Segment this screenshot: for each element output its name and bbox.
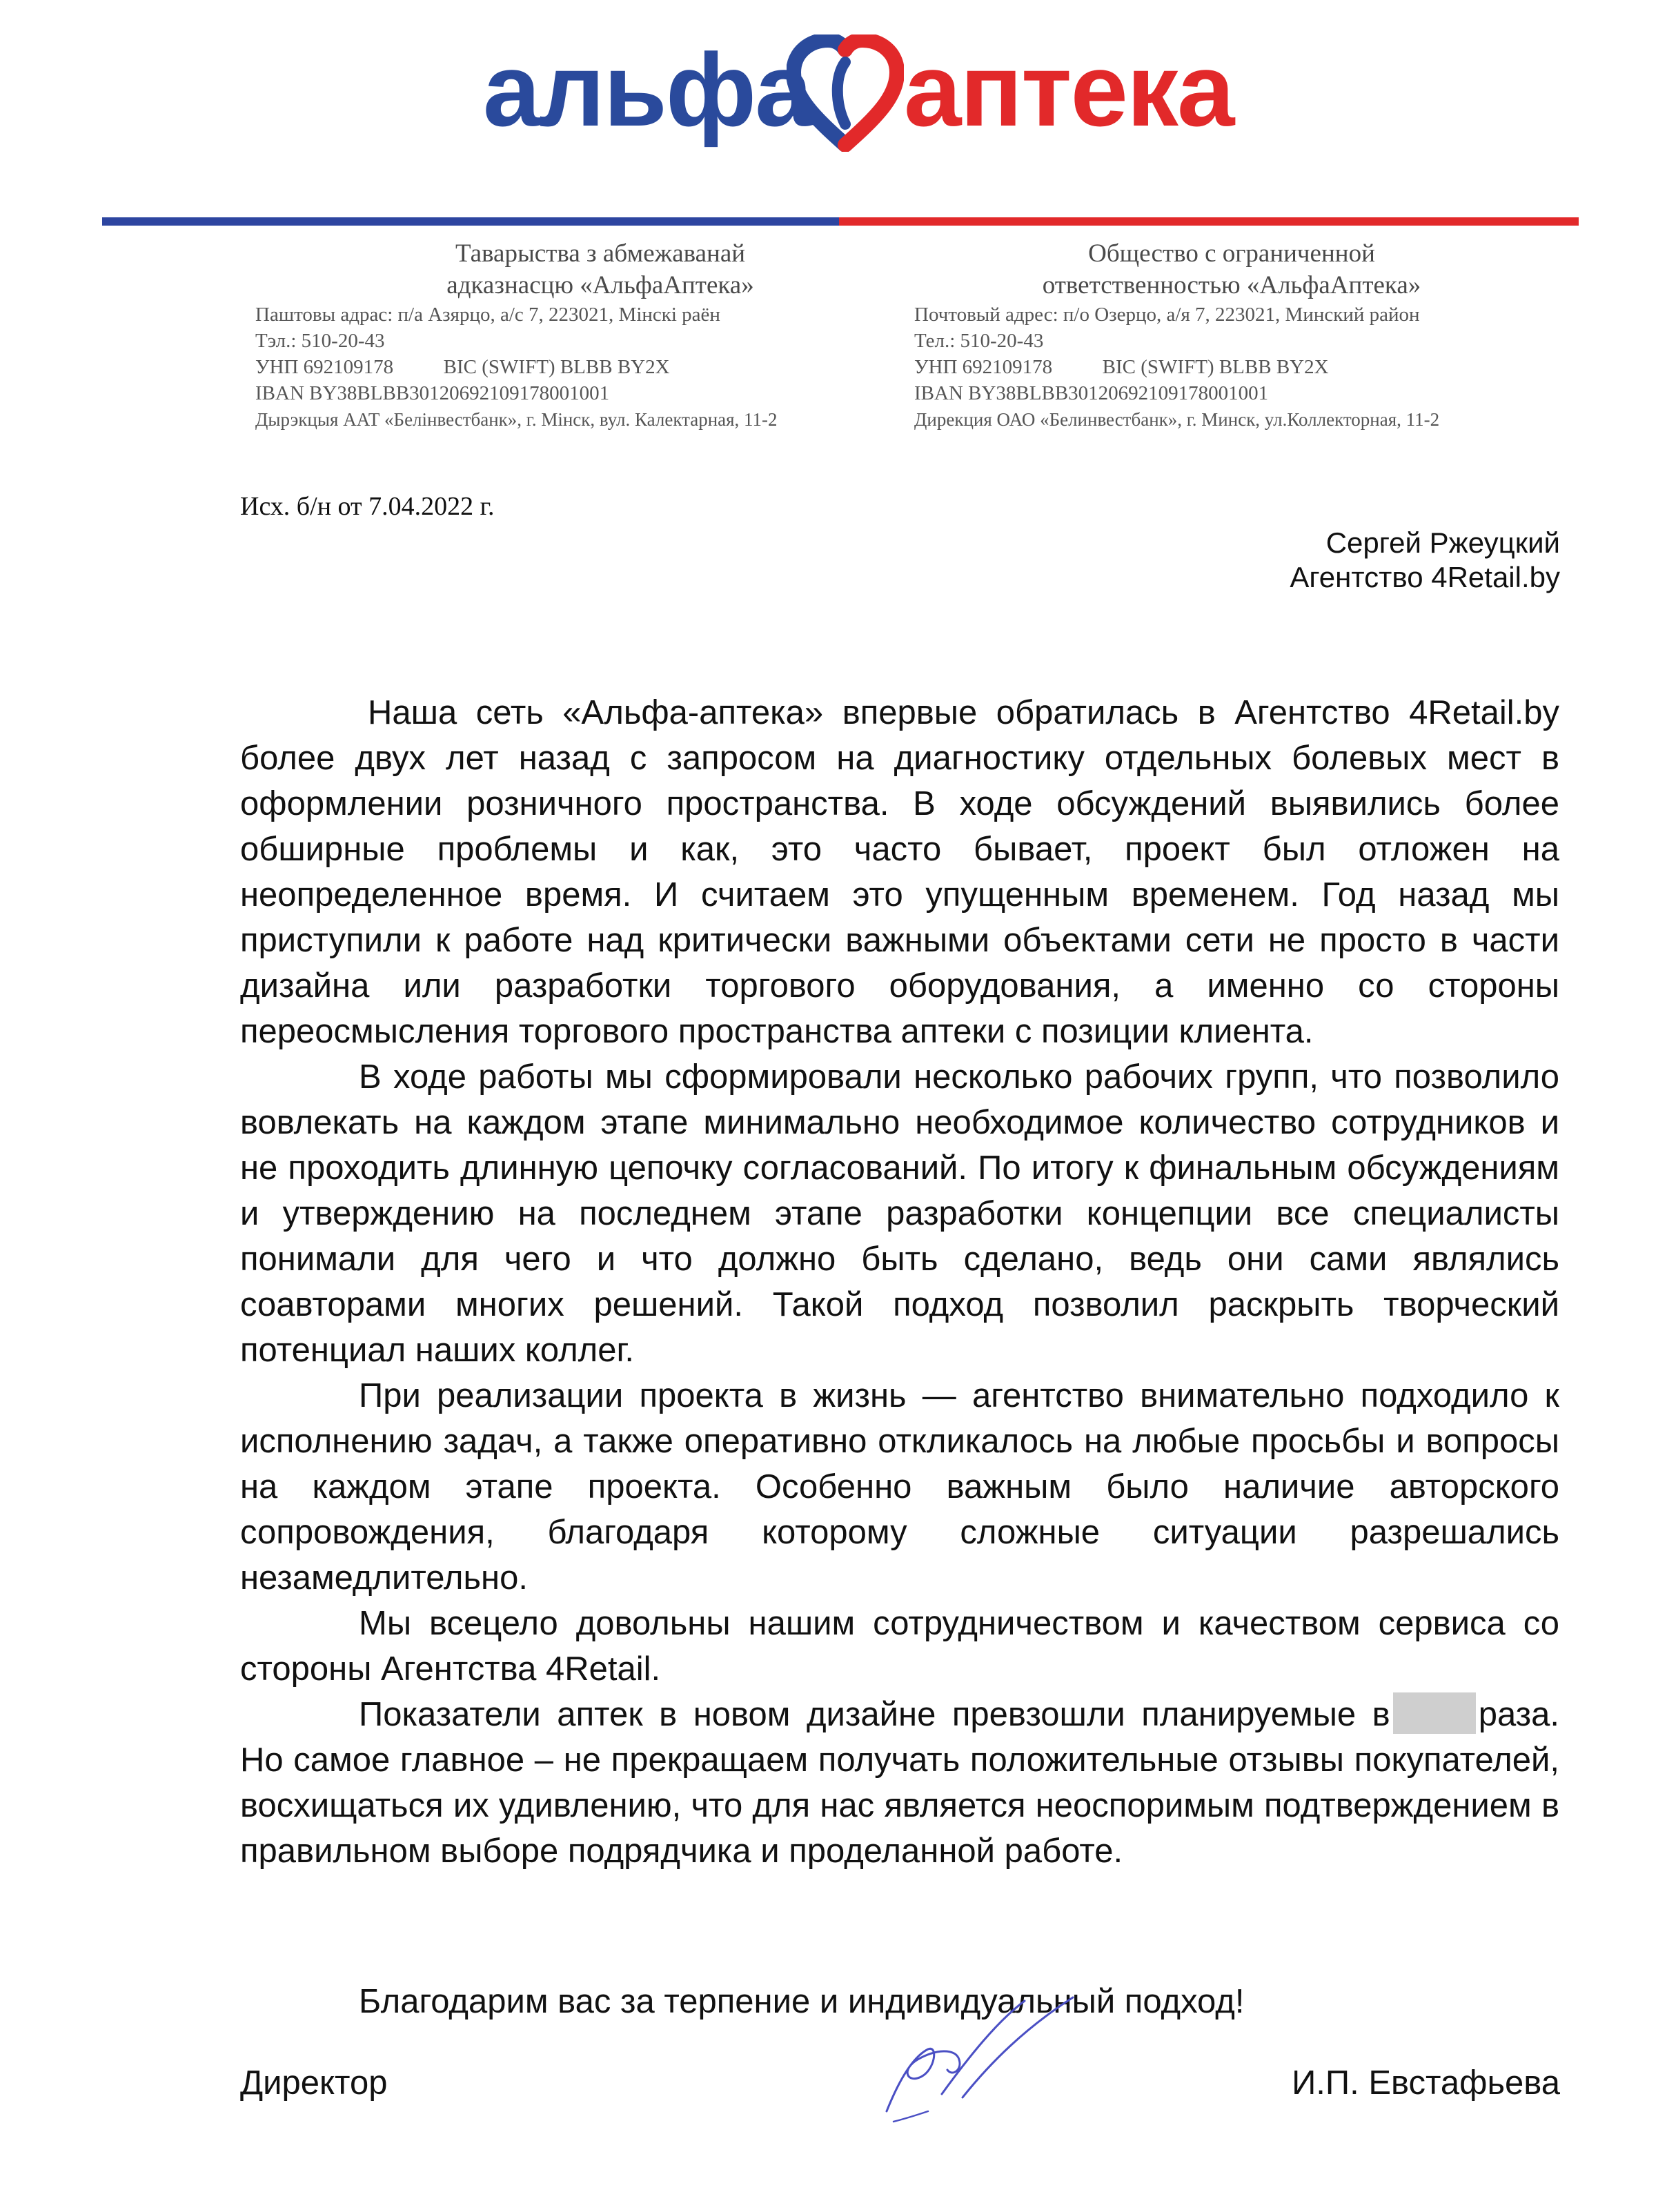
paragraph-text-after-redaction: раза. Но самое главное – не прекращаем получать положительные отзывы покупателей, восхищаться их удивлению, что для нас является неоспоримым подтверждением в правильном выборе подрядчика и проделанной работе. (240, 1696, 1559, 1870)
logo-word-alfa: альфа (483, 32, 811, 148)
body-paragraph: Мы всецело довольны нашим сотрудничеством и качеством сервиса со стороны Агентства 4Retail. (240, 1605, 1559, 1688)
phone: Тел.: 510-20-43 (914, 330, 1044, 352)
company-logo (483, 28, 1234, 152)
closing-line: Благодарим вас за терпение и индивидуальный подход! (359, 1983, 1245, 2020)
header-divider (102, 217, 1579, 226)
recipient-company: Агентство 4Retail.by (1290, 561, 1560, 593)
iban: IBAN BY38BLBB30120692109178001001 (914, 382, 1269, 404)
bank-details: Дирекция ОАО «Белинвестбанк», г. Минск, ул.Коллекторная, 11-2 (914, 409, 1440, 430)
paragraph-text-before-redaction: Показатели аптек в новом дизайне превзошли планируемые в (359, 1696, 1390, 1733)
address-title-line: Таварыства з абмежаванай (455, 239, 746, 268)
divider-red-segment (839, 217, 1579, 226)
address-block-ru (914, 238, 1535, 433)
redacted-value (1393, 1692, 1476, 1734)
address-title-line: адказнасцю «АльфаАптека» (446, 271, 754, 299)
phone: Тэл.: 510-20-43 (255, 330, 385, 352)
unp-bic: УНП 692109178 BIC (SWIFT) BLBB BY2X (914, 356, 1329, 378)
recipient-block (1290, 526, 1560, 595)
postal-address: Почтовый адрес: п/о Озерцо, а/я 7, 223021, Минский район (914, 304, 1420, 326)
unp-bic: УНП 692109178 BIC (SWIFT) BLBB BY2X (255, 356, 670, 378)
address-block-by (255, 238, 849, 433)
body-paragraph: Наша сеть «Альфа-аптека» впервые обратилась в Агентство 4Retail.by более двух лет назад с запросом на диагностику отдельных болевых мест в оформлении розничного пространства. В ходе обсуждений выявились более обширные проблемы и как, это часто бывает, проект был отложен на неопределенное время. И считаем это упущенным временем. Год назад мы приступили к работе над критически важными объектами сети не просто в части дизайна или разработки торгового оборудования, а именно со стороны переосмысления торгового пространства аптеки с позиции клиента. (240, 694, 1559, 1050)
recipient-name: Сергей Ржеуцкий (1325, 526, 1560, 559)
body-paragraph: При реализации проекта в жизнь — агентство внимательно подходило к исполнению задач, а также оперативно откликалось на любые просьбы и вопросы на каждом этапе проекта. Особенно важным было наличие авторского сопровождения, благодаря которому сложные ситуации разрешались незамедлительно. (240, 1377, 1559, 1597)
iban: IBAN BY38BLBB30120692109178001001 (255, 382, 610, 404)
bank-details: Дырэкцыя ААТ «Белінвестбанк», г. Мінск, вул. Калектарная, 11-2 (255, 409, 778, 430)
signer-role: Директор (240, 2064, 388, 2102)
heart-icon (787, 34, 904, 152)
address-title-line: ответственностью «АльфаАптека» (1042, 271, 1421, 299)
divider-blue-segment (102, 217, 839, 226)
letter-body (240, 690, 1559, 1874)
address-title-line: Общество с ограниченной (1088, 239, 1375, 268)
outgoing-reference: Исх. б/н от 7.04.2022 г. (240, 492, 495, 521)
logo-word-apteka: аптека (904, 32, 1234, 148)
body-paragraph: В ходе работы мы сформировали несколько рабочих групп, что позволило вовлекать на каждом этапе минимально необходимое количество сотрудников и не проходить длинную цепочку согласований. По итогу к финальным обсуждениям и утверждению на последнем этапе разработки концепции все специалисты понимали для чего и что должно быть сделано, ведь они сами являлись соавторами многих решений. Такой подход позволил раскрыть творческий потенциал наших коллег. (240, 1058, 1559, 1369)
postal-address: Паштовы адрас: п/а Азярцо, а/с 7, 223021, Мінскі раён (255, 304, 720, 326)
handwritten-signature (866, 1973, 1087, 2139)
signer-name: И.П. Евстафьева (1292, 2064, 1560, 2102)
body-paragraph (240, 1692, 1559, 1874)
